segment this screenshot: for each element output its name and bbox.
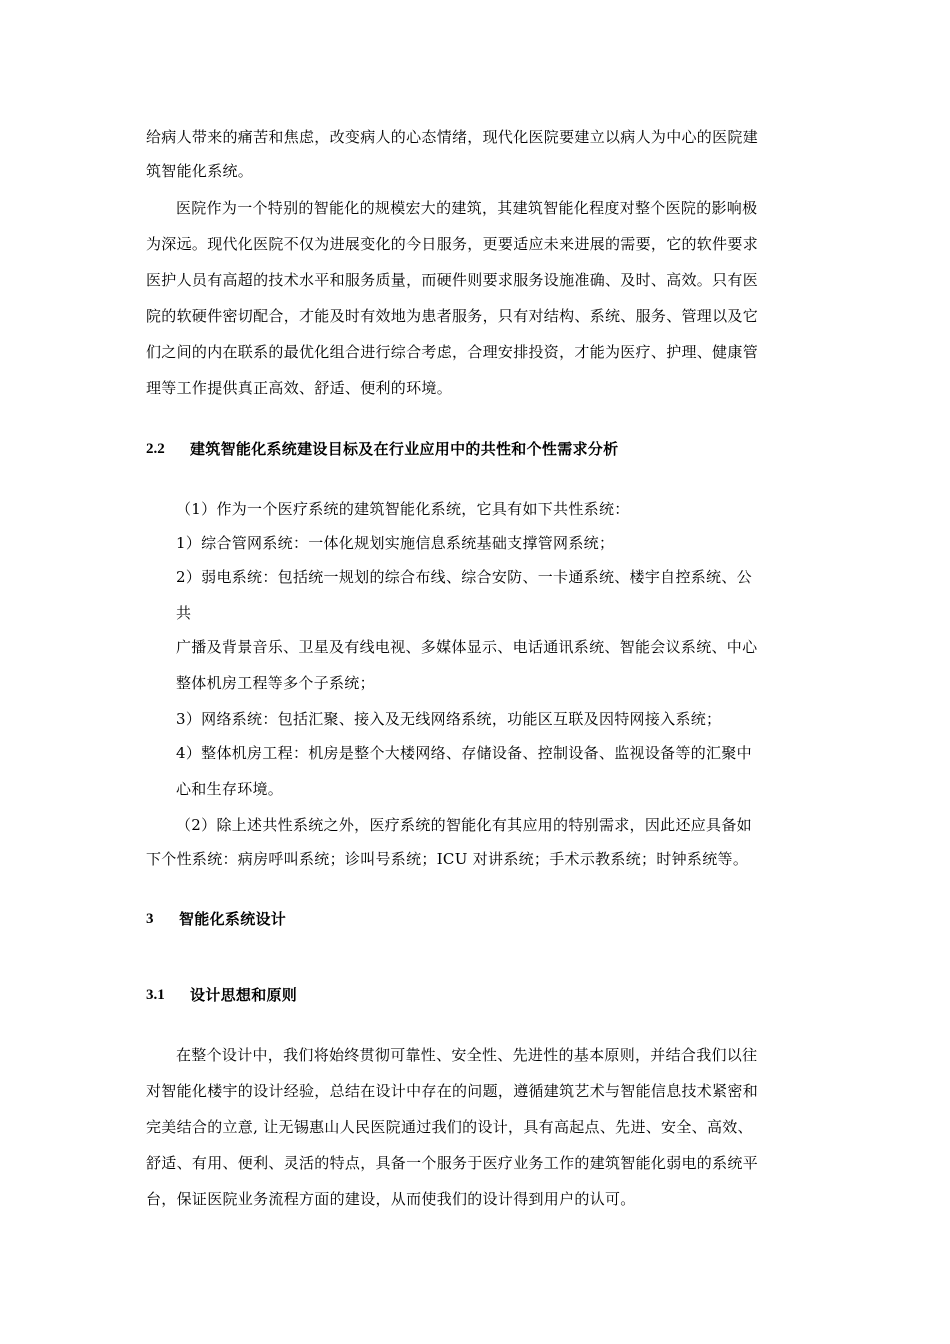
list-line: 3）网络系统：包括汇聚、接入及无线网络系统，功能区互联及因特网接入系统； xyxy=(176,710,722,728)
paragraph-line: 医院作为一个特别的智能化的规模宏大的建筑，其建筑智能化程度对整个医院的影响极 xyxy=(176,199,758,217)
list-line: 2）弱电系统：包括统一规划的综合布线、综合安防、一卡通系统、楼宇自控系统、公 xyxy=(176,568,752,586)
paragraph-line: 为深远。现代化医院不仅为进展变化的今日服务，更要适应未来进展的需要，它的软件要求 xyxy=(146,235,759,253)
list-line: 心和生存环境。 xyxy=(176,780,284,798)
paragraph-line: 在整个设计中，我们将始终贯彻可靠性、安全性、先进性的基本原则，并结合我们以往 xyxy=(176,1046,758,1064)
section-number: 3 xyxy=(146,911,154,927)
section-number: 2.2 xyxy=(146,441,165,457)
list-line: 1）综合管网系统：一体化规划实施信息系统基础支撑管网系统； xyxy=(176,534,615,552)
list-line: 整体机房工程等多个子系统； xyxy=(176,674,375,692)
section-number: 3.1 xyxy=(146,987,165,1003)
list-line: 4）整体机房工程：机房是整个大楼网络、存储设备、控制设备、监视设备等的汇聚中 xyxy=(176,744,752,762)
list-line: （2）除上述共性系统之外，医疗系统的智能化有其应用的特别需求，因此还应具备如 xyxy=(176,816,752,834)
paragraph-line: 医护人员有高超的技术水平和服务质量，而硬件则要求服务设施准确、及时、高效。只有医 xyxy=(146,271,759,289)
paragraph-line: 对智能化楼宇的设计经验，总结在设计中存在的问题，遵循建筑艺术与智能信息技术紧密和 xyxy=(146,1082,759,1100)
section-heading: 建筑智能化系统建设目标及在行业应用中的共性和个性需求分析 xyxy=(190,440,619,458)
paragraph-line: 筑智能化系统。 xyxy=(146,162,254,180)
paragraph-line: 院的软硬件密切配合，才能及时有效地为患者服务，只有对结构、系统、服务、管理以及它 xyxy=(146,307,759,325)
paragraph-line: 们之间的内在联系的最优化组合进行综合考虑，合理安排投资，才能为医疗、护理、健康管 xyxy=(146,343,759,361)
paragraph-line: 台，保证医院业务流程方面的建设，从而使我们的设计得到用户的认可。 xyxy=(146,1190,636,1208)
section-heading: 设计思想和原则 xyxy=(190,986,298,1004)
paragraph-line: 完美结合的立意, 让无锡惠山人民医院通过我们的设计，具有高起点、先进、安全、高效、 xyxy=(146,1118,753,1136)
list-line: 共 xyxy=(176,604,192,622)
list-line: 广播及背景音乐、卫星及有线电视、多媒体显示、电话通讯系统、智能会议系统、中心 xyxy=(176,638,758,656)
paragraph-line: 理等工作提供真正高效、舒适、便利的环境。 xyxy=(146,379,453,397)
list-line: （1）作为一个医疗系统的建筑智能化系统，它具有如下共性系统： xyxy=(176,500,630,518)
paragraph-line: 舒适、有用、便利、灵活的特点，具备一个服务于医疗业务工作的建筑智能化弱电的系统平 xyxy=(146,1154,759,1172)
list-line: 下个性系统：病房呼叫系统；诊叫号系统；ICU 对讲系统；手术示教系统；时钟系统等。 xyxy=(146,850,749,868)
section-heading: 智能化系统设计 xyxy=(179,910,287,928)
paragraph-line: 给病人带来的痛苦和焦虑，改变病人的心态情绪，现代化医院要建立以病人为中心的医院建 xyxy=(146,128,759,146)
